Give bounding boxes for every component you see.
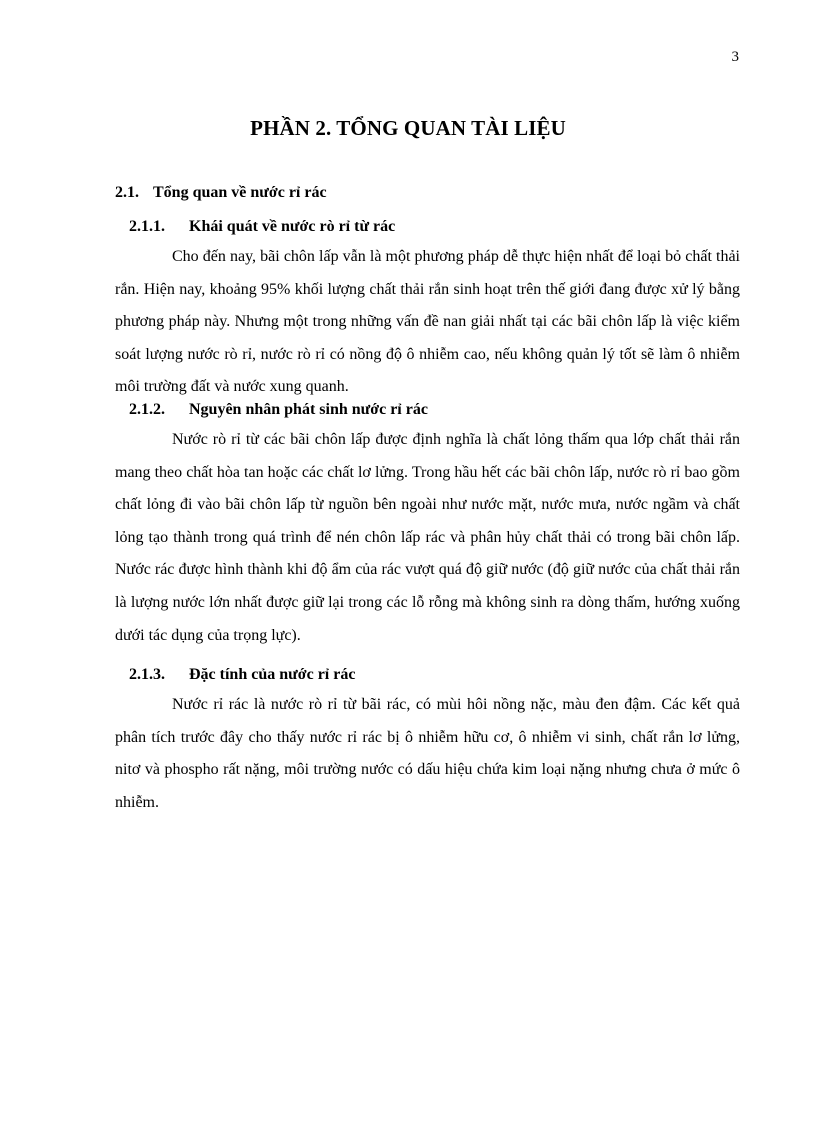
subsection-heading-2-1-3 — [129, 665, 355, 685]
subsection-heading-2-1-1 — [129, 217, 395, 237]
subsection-number: 2.1.2. — [129, 401, 165, 418]
section-heading-2-1 — [115, 183, 327, 203]
paragraph-2-1-3: Nước rỉ rác là nước rò rỉ từ bãi rác, có mùi hôi nồng nặc, màu đen đậm. Các kết quả phân tích trước đây cho thấy nước rỉ rác bị ô nhiễm hữu cơ, ô nhiễm vi sinh, chất rắn lơ lửng, nitơ và phospho rất nặng, môi trường nước có dấu hiệu chứa kim loại nặng nhưng chưa ở mức ô nhiễm. — [115, 696, 740, 811]
subsection-number: 2.1.1. — [129, 218, 165, 235]
paragraph-2-1-2: Nước rò rỉ từ các bãi chôn lấp được định nghĩa là chất lỏng thấm qua lớp chất thải rắn mang theo chất hòa tan hoặc các chất lơ lửng. Trong hầu hết các bãi chôn lấp, nước rò rỉ bao gồm chất lỏng đi vào bãi chôn lấp từ nguồn bên ngoài như nước mặt, nước mưa, nước ngầm và chất lỏng tạo thành trong quá trình để nén chôn lấp rác và phân hủy chất thải có trong bãi chôn lấp. Nước rác được hình thành khi độ ẩm của rác vượt quá độ giữ nước (độ giữ nước của chất thải rắn là lượng nước lớn nhất được giữ lại trong các lỗ rỗng mà không sinh ra dòng thấm, hướng xuống dưới tác dụng của trọng lực). — [115, 431, 740, 644]
section-title: Tổng quan về nước rỉ rác — [153, 184, 327, 201]
subsection-title: Đặc tính của nước rỉ rác — [189, 666, 356, 683]
section-number: 2.1. — [115, 184, 139, 201]
subsection-number: 2.1.3. — [129, 666, 165, 683]
chapter-title: PHẦN 2. TỔNG QUAN TÀI LIỆU — [250, 116, 566, 140]
page-number: 3 — [731, 49, 739, 65]
paragraph-2-1-1: Cho đến nay, bãi chôn lấp vẫn là một phương pháp dễ thực hiện nhất để loại bỏ chất thải rắn. Hiện nay, khoảng 95% khối lượng chất thải rắn sinh hoạt trên thế giới đang được xử lý bằng phương pháp này. Nhưng một trong những vấn đề nan giải nhất tại các bãi chôn lấp là việc kiểm soát lượng nước rò rỉ, nước rò rỉ có nồng độ ô nhiễm cao, nếu không quản lý tốt sẽ làm ô nhiễm môi trường đất và nước xung quanh. — [115, 248, 740, 396]
subsection-title: Nguyên nhân phát sinh nước rỉ rác — [189, 401, 428, 418]
subsection-heading-2-1-2 — [129, 400, 428, 420]
subsection-title: Khái quát về nước rò rỉ từ rác — [189, 218, 396, 235]
